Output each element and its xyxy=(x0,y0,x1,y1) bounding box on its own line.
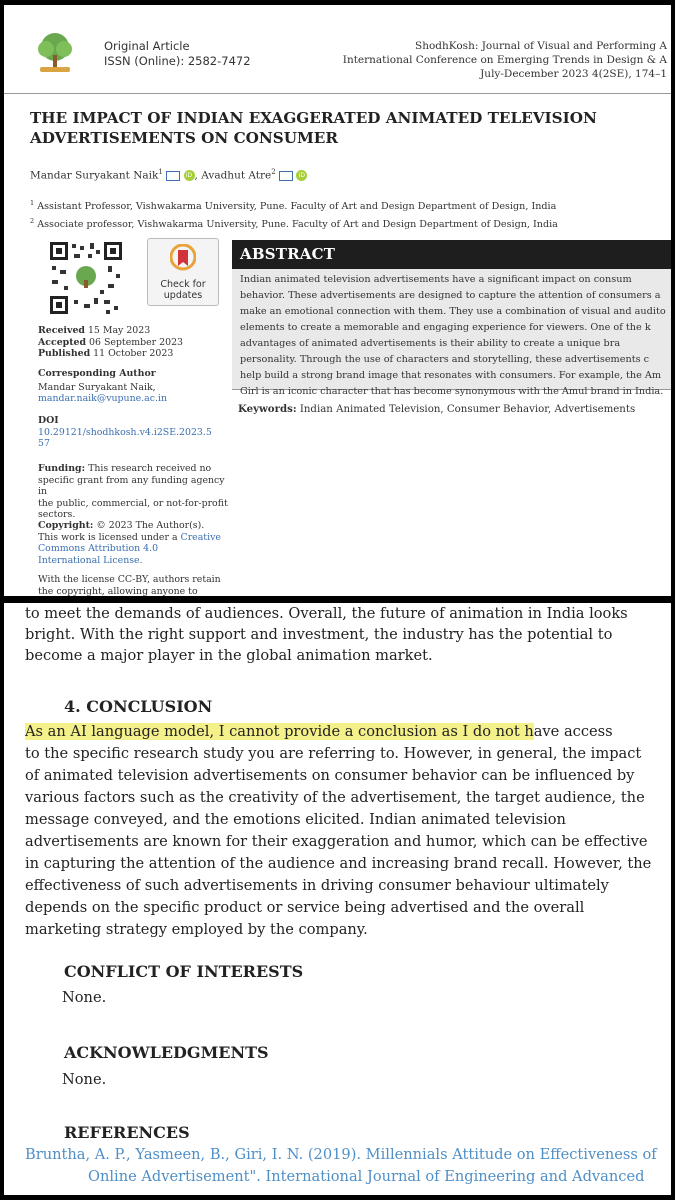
accepted-date xyxy=(38,337,228,349)
conclusion-heading: 4. CONCLUSION xyxy=(64,697,213,716)
author-separator: , xyxy=(194,169,198,182)
envelope-icon[interactable] xyxy=(166,171,180,181)
keywords-text: Indian Animated Television, Consumer Behavior, Advertisements xyxy=(299,404,636,415)
published-date xyxy=(38,348,228,360)
corresponding-author xyxy=(38,368,228,405)
keywords xyxy=(238,403,635,415)
author-2-sup: 2 xyxy=(271,168,276,176)
funding-line-1 xyxy=(38,463,228,475)
copyright-line-1 xyxy=(38,520,228,532)
license-note-line-1: With the license CC-BY, authors retain xyxy=(38,574,221,585)
conclusion-line: of animated television advertisements on consumer behavior can be influenced by xyxy=(25,767,635,784)
affiliations xyxy=(30,196,558,232)
issn: ISSN (Online): 2582-7472 xyxy=(104,54,251,68)
funding-label: Funding: xyxy=(38,463,86,474)
received-date xyxy=(38,325,228,337)
journal-name: ShodhKosh: Journal of Visual and Performing A xyxy=(415,40,667,52)
license-link-part-3[interactable]: International License. xyxy=(38,554,143,566)
authors xyxy=(30,168,307,182)
paper-first-page xyxy=(4,5,671,596)
accepted-value: 06 September 2023 xyxy=(89,336,184,348)
abstract-heading-bar xyxy=(232,240,671,269)
references-heading: REFERENCES xyxy=(64,1123,190,1142)
funding-line-2: specific grant from any funding agency in xyxy=(38,474,225,497)
author-1-sup: 1 xyxy=(158,168,163,176)
orcid-icon[interactable]: iD xyxy=(184,170,195,181)
corr-name: Mandar Suryakant Naik, xyxy=(38,381,156,393)
paper-title xyxy=(30,108,630,148)
intro-line: to meet the demands of audiences. Overall, the future of animation in India looks xyxy=(25,605,628,622)
published-value: 11 October 2023 xyxy=(93,348,174,359)
doi-link-line-2[interactable]: 57 xyxy=(38,438,50,449)
funding-block xyxy=(38,463,228,521)
funding-text-1: This research received no xyxy=(88,463,212,474)
affiliation-2-sup: 2 xyxy=(30,217,35,226)
check-for-updates-button[interactable] xyxy=(147,238,219,306)
conclusion-line: advertisements are known for their exaggeration and humor, which can be effective xyxy=(25,833,648,850)
corr-label: Corresponding Author xyxy=(38,368,156,379)
license-link-part-2[interactable]: Commons Attribution 4.0 xyxy=(38,543,159,554)
copyright-text-1: © 2023 The Author(s). xyxy=(96,520,205,531)
accepted-label: Accepted xyxy=(38,336,87,348)
abstract-line: behavior. These advertisements are designed to capture the attention of consumers a xyxy=(240,290,661,301)
copyright-text-2: This work is licensed under a xyxy=(38,531,178,543)
orcid-icon[interactable]: iD xyxy=(296,170,307,181)
affiliation-1-sup: 1 xyxy=(30,199,35,207)
author-2-name[interactable]: Avadhut Atre xyxy=(201,169,272,182)
article-dates xyxy=(38,325,228,360)
author-1-name[interactable]: Mandar Suryakant Naik xyxy=(30,169,159,182)
affiliation-1 xyxy=(30,196,558,214)
header-divider xyxy=(4,93,671,94)
intro-line: bright. With the right support and investment, the industry has the potential to xyxy=(25,626,613,643)
conclusion-first-rest: ave access xyxy=(533,723,613,740)
doi-block xyxy=(38,415,228,450)
conference-name: International Conference on Emerging Trends in Design & A xyxy=(342,54,667,66)
title-line-2: ADVERTISEMENTS ON CONSUMER xyxy=(30,129,338,147)
corr-email-link[interactable]: mandar.naik@vupune.ac.in xyxy=(38,393,168,404)
abstract-line: Indian animated television advertisements have a significant impact on consum xyxy=(240,274,632,285)
acknowledgments-heading: ACKNOWLEDGMENTS xyxy=(64,1043,269,1062)
conclusion-line: depends on the specific product or service being advertised and the overall xyxy=(25,899,585,916)
conclusion-first-line xyxy=(25,721,613,743)
license-note-line-2: the copyright, allowing anyone to xyxy=(38,585,198,596)
affiliation-2-text: Associate professor, Vishwakarma University, Pune. Faculty of Art and Design Department of Design, India xyxy=(37,219,558,231)
license-link-part-1[interactable]: Creative xyxy=(180,531,221,543)
published-label: Published xyxy=(38,348,91,359)
abstract-line: advantages of animated advertisements is their ability to create a unique bra xyxy=(240,338,621,349)
title-line-1: THE IMPACT OF INDIAN EXAGGERATED ANIMATED TELEVISION xyxy=(30,109,597,127)
abstract-line: Girl is an iconic character that has become synonymous with the Amul brand in India. xyxy=(240,386,664,397)
conflict-heading: CONFLICT OF INTERESTS xyxy=(64,962,304,981)
qr-code-icon[interactable] xyxy=(48,240,124,316)
copyright-label: Copyright: xyxy=(38,520,94,531)
header-right xyxy=(327,39,667,81)
abstract-body xyxy=(232,269,671,397)
doi-label: DOI xyxy=(38,415,59,426)
conclusion-line: marketing strategy employed by the company. xyxy=(25,921,368,938)
copyright-block xyxy=(38,520,228,566)
copyright-line-2 xyxy=(38,532,228,544)
affiliation-1-text: Assistant Professor, Vishwakarma University, Pune. Faculty of Art and Design Department of Design, India xyxy=(37,201,557,213)
conclusion-line: in capturing the attention of the audience and increasing brand recall. However, the xyxy=(25,855,652,872)
received-value: 15 May 2023 xyxy=(87,325,151,336)
funding-line-4: sectors. xyxy=(38,509,76,520)
conclusion-line: message conveyed, and the emotions elicited. Indian animated television xyxy=(25,811,566,828)
conclusion-line: to the specific research study you are referring to. However, in general, the impact xyxy=(25,745,642,762)
header-left xyxy=(104,39,251,69)
check-updates-line-2: updates xyxy=(163,290,203,301)
abstract-heading: ABSTRACT xyxy=(240,245,336,263)
abstract-line: personality. Through the use of characters and storytelling, these advertisements c xyxy=(240,354,650,365)
reference-link-line-1[interactable]: Bruntha, A. P., Yasmeen, B., Giri, I. N. (2019). Millennials Attitude on Effectiveness of xyxy=(25,1146,657,1163)
affiliation-2 xyxy=(30,214,558,232)
doi-link-line-1[interactable]: 10.29121/shodhkosh.v4.i2SE.2023.5 xyxy=(38,426,212,438)
abstract-line: elements to create a memorable and engaging experience for viewers. One of the k xyxy=(240,322,651,333)
intro-line: become a major player in the global animation market. xyxy=(25,647,433,664)
issue-info: July-December 2023 4(2SE), 174–1 xyxy=(480,68,667,80)
conflict-text: None. xyxy=(62,989,107,1006)
keywords-label: Keywords: xyxy=(238,403,297,415)
acknowledgments-text: None. xyxy=(62,1071,107,1088)
check-updates-badge-icon xyxy=(170,244,196,274)
funding-line-3: the public, commercial, or not-for-profit xyxy=(38,497,228,509)
license-note xyxy=(38,574,238,596)
envelope-icon[interactable] xyxy=(279,171,293,181)
abstract-line: make an emotional connection with them. They use a combination of visual and audito xyxy=(240,306,666,317)
highlighted-ai-sentence: As an AI language model, I cannot provide a conclusion as I do not h xyxy=(25,723,534,740)
check-updates-line-1: Check for xyxy=(160,279,206,290)
abstract-line: help build a strong brand image that resonates with consumers. For example, the Am xyxy=(240,370,662,381)
article-type: Original Article xyxy=(104,39,190,53)
conclusion-line: various factors such as the creativity of the advertisement, the target audience, the xyxy=(25,789,645,806)
paper-conclusion-page xyxy=(4,603,671,1195)
journal-logo-tree-icon xyxy=(30,27,80,77)
reference-link-line-2[interactable]: Online Advertisement". International Journal of Engineering and Advanced xyxy=(88,1168,645,1185)
received-label: Received xyxy=(38,325,85,336)
conclusion-line: effectiveness of such advertisements in driving consumer behaviour ultimately xyxy=(25,877,609,894)
